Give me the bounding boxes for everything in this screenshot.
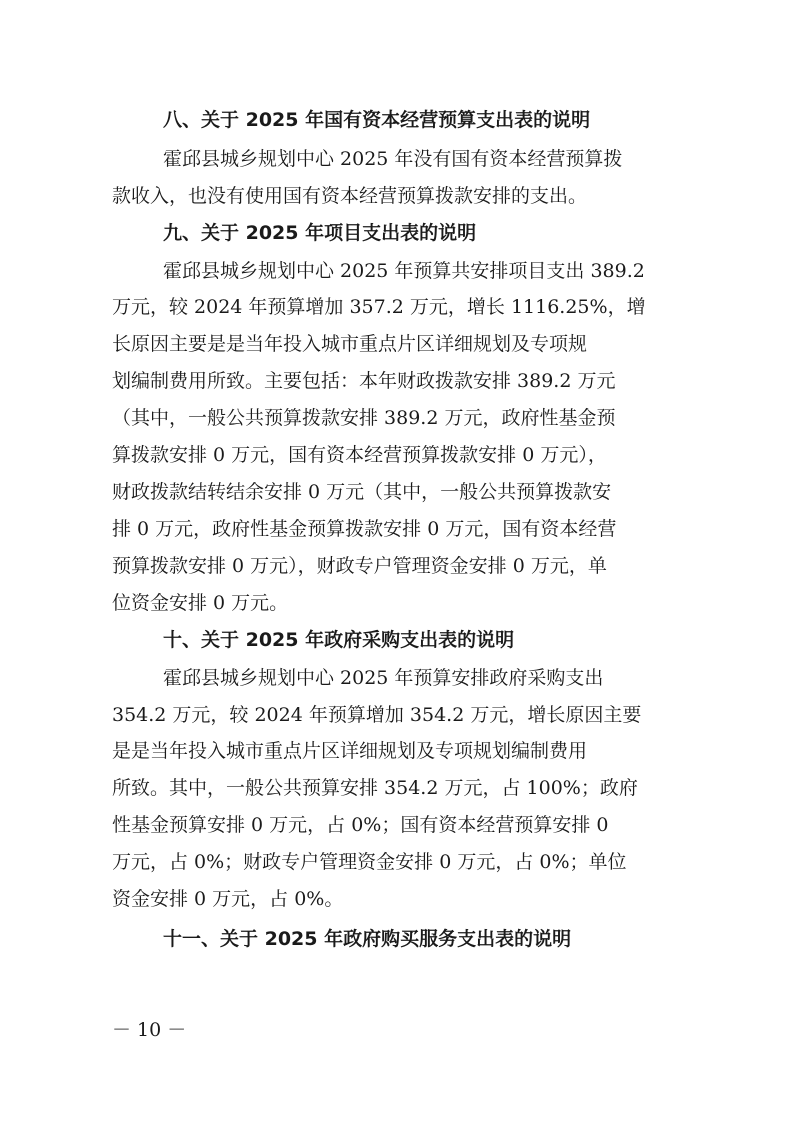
paragraph-line: 排 0 万元，政府性基金预算拨款安排 0 万元，国有资本经营 xyxy=(112,518,617,540)
paragraph-line: 性基金预算安排 0 万元，占 0%；国有资本经营预算安排 0 xyxy=(112,814,609,836)
paragraph-line: 霍邱县城乡规划中心 2025 年预算安排政府采购支出 xyxy=(163,667,604,689)
section-heading-8: 八、关于 2025 年国有资本经营预算支出表的说明 xyxy=(163,109,591,131)
paragraph-line: （其中，一般公共预算拨款安排 389.2 万元，政府性基金预 xyxy=(112,407,616,429)
paragraph-line: 算拨款安排 0 万元，国有资本经营预算拨款安排 0 万元）， xyxy=(112,444,607,466)
paragraph-line: 财政拨款结转结余安排 0 万元（其中，一般公共预算拨款安 xyxy=(112,481,612,503)
paragraph-line: 所致。其中，一般公共预算安排 354.2 万元，占 100%；政府 xyxy=(112,777,638,799)
paragraph-line: 霍邱县城乡规划中心 2025 年没有国有资本经营预算拨 xyxy=(163,148,623,170)
paragraph-line: 长原因主要是是当年投入城市重点片区详细规划及专项规 xyxy=(112,333,588,355)
paragraph-line: 万元，占 0%；财政专户管理资金安排 0 万元，占 0%；单位 xyxy=(112,851,627,873)
paragraph-line: 354.2 万元，较 2024 年预算增加 354.2 万元，增长原因主要 xyxy=(112,704,642,726)
paragraph-line: 是是当年投入城市重点片区详细规划及专项规划编制费用 xyxy=(112,740,588,762)
paragraph-line: 万元，较 2024 年预算增加 357.2 万元，增长 1116.25%，增 xyxy=(112,296,646,318)
paragraph-line: 划编制费用所致。主要包括：本年财政拨款安排 389.2 万元 xyxy=(112,370,616,392)
section-heading-11: 十一、关于 2025 年政府购买服务支出表的说明 xyxy=(163,928,572,950)
section-heading-10: 十、关于 2025 年政府采购支出表的说明 xyxy=(163,629,515,651)
paragraph-line: 位资金安排 0 万元。 xyxy=(112,592,289,614)
page-number: － 10 － xyxy=(112,1019,187,1041)
paragraph-line: 款收入，也没有使用国有资本经营预算拨款安排的支出。 xyxy=(112,185,588,207)
paragraph-line: 预算拨款安排 0 万元），财政专户管理资金安排 0 万元，单 xyxy=(112,555,607,577)
paragraph-line: 霍邱县城乡规划中心 2025 年预算共安排项目支出 389.2 xyxy=(163,260,645,282)
paragraph-line: 资金安排 0 万元，占 0%。 xyxy=(112,888,344,910)
section-heading-9: 九、关于 2025 年项目支出表的说明 xyxy=(163,222,477,244)
